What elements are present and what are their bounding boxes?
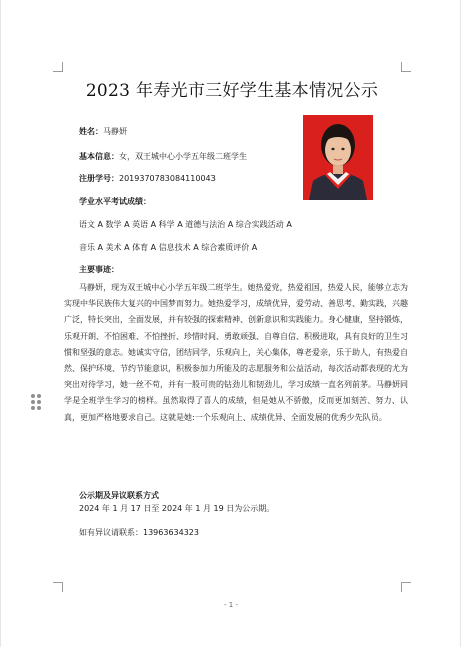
margin-corner-bottom-left [53, 582, 63, 592]
page-title: 2023 年寿光市三好学生基本情况公示 [85, 81, 379, 101]
basic-info-value: 女，双王城中心小学五年级二班学生 [119, 152, 247, 161]
student-photo [303, 115, 373, 200]
objection-contact: 如有异议请联系：13963634323 [79, 528, 199, 537]
name-line [79, 126, 127, 137]
margin-corner-bottom-right [401, 582, 411, 592]
margin-corner-top-left [53, 62, 63, 72]
registration-label: 注册学号： [79, 174, 119, 183]
publicity-heading: 公示期及异议联系方式 [79, 491, 159, 500]
grades-line-1: 语文 A 数学 A 英语 A 科学 A 道德与法治 A 综合实践活动 A [79, 220, 292, 229]
name-value: 马静妍 [103, 127, 127, 136]
basic-info-label: 基本信息： [79, 152, 119, 161]
registration-value: 201937078308411004З [119, 174, 216, 183]
drag-handle-icon[interactable] [31, 394, 41, 410]
page-number: - 1 - [224, 601, 238, 609]
deeds-heading: 主要事迹： [79, 265, 119, 274]
grades-line-2: 音乐 A 美术 A 体育 A 信息技术 A 综合素质评价 A [79, 243, 258, 252]
basic-info-line [79, 151, 247, 162]
registration-line [79, 173, 216, 184]
publicity-period: 2024 年 1 月 17 日至 2024 年 1 月 19 日为公示期。 [79, 504, 275, 513]
deeds-paragraph: 马静妍，现为双王城中心小学五年级二班学生。她热爱党，热爱祖国，热爱人民，能够立志为实现中华民族伟大复兴的中国梦而努力。她热爱学习，成绩优异，爱劳动、善思考、勤实践，兴趣广泛，特长突出，全面发展，并有较强的探索精神、创新意识和实践能力。身心健康，坚持锻炼，乐观开朗、不怕困难、不怕挫折、珍惜时间、勇敢顽强、自尊自信、积极进取，具有良好的卫生习惯和坚强的意志。她诚实守信，团结同学，乐观向上，关心集体，尊老爱亲，乐于助人，有热爱自然、保护环境、节约节能意识，积极参加力所能及的志愿服务和公益活动，每次活动都表现的尤为突出对待学习，她一丝不苟，并有一股可贵的钻劲儿和韧劲儿，学习成绩一直名列前茅。马静妍同学是全班学生学习的榜样。虽然取得了喜人的成绩，但是她从不骄傲，反而更加刻苦、努力、认真，更加严格地要求自己。这就是她:一个乐观向上、成绩优异、全面发展的优秀少先队员。 [64, 283, 408, 422]
name-label: 姓名： [79, 127, 103, 136]
academic-heading: 学业水平考试成绩： [79, 197, 151, 206]
margin-corner-top-right [401, 62, 411, 72]
